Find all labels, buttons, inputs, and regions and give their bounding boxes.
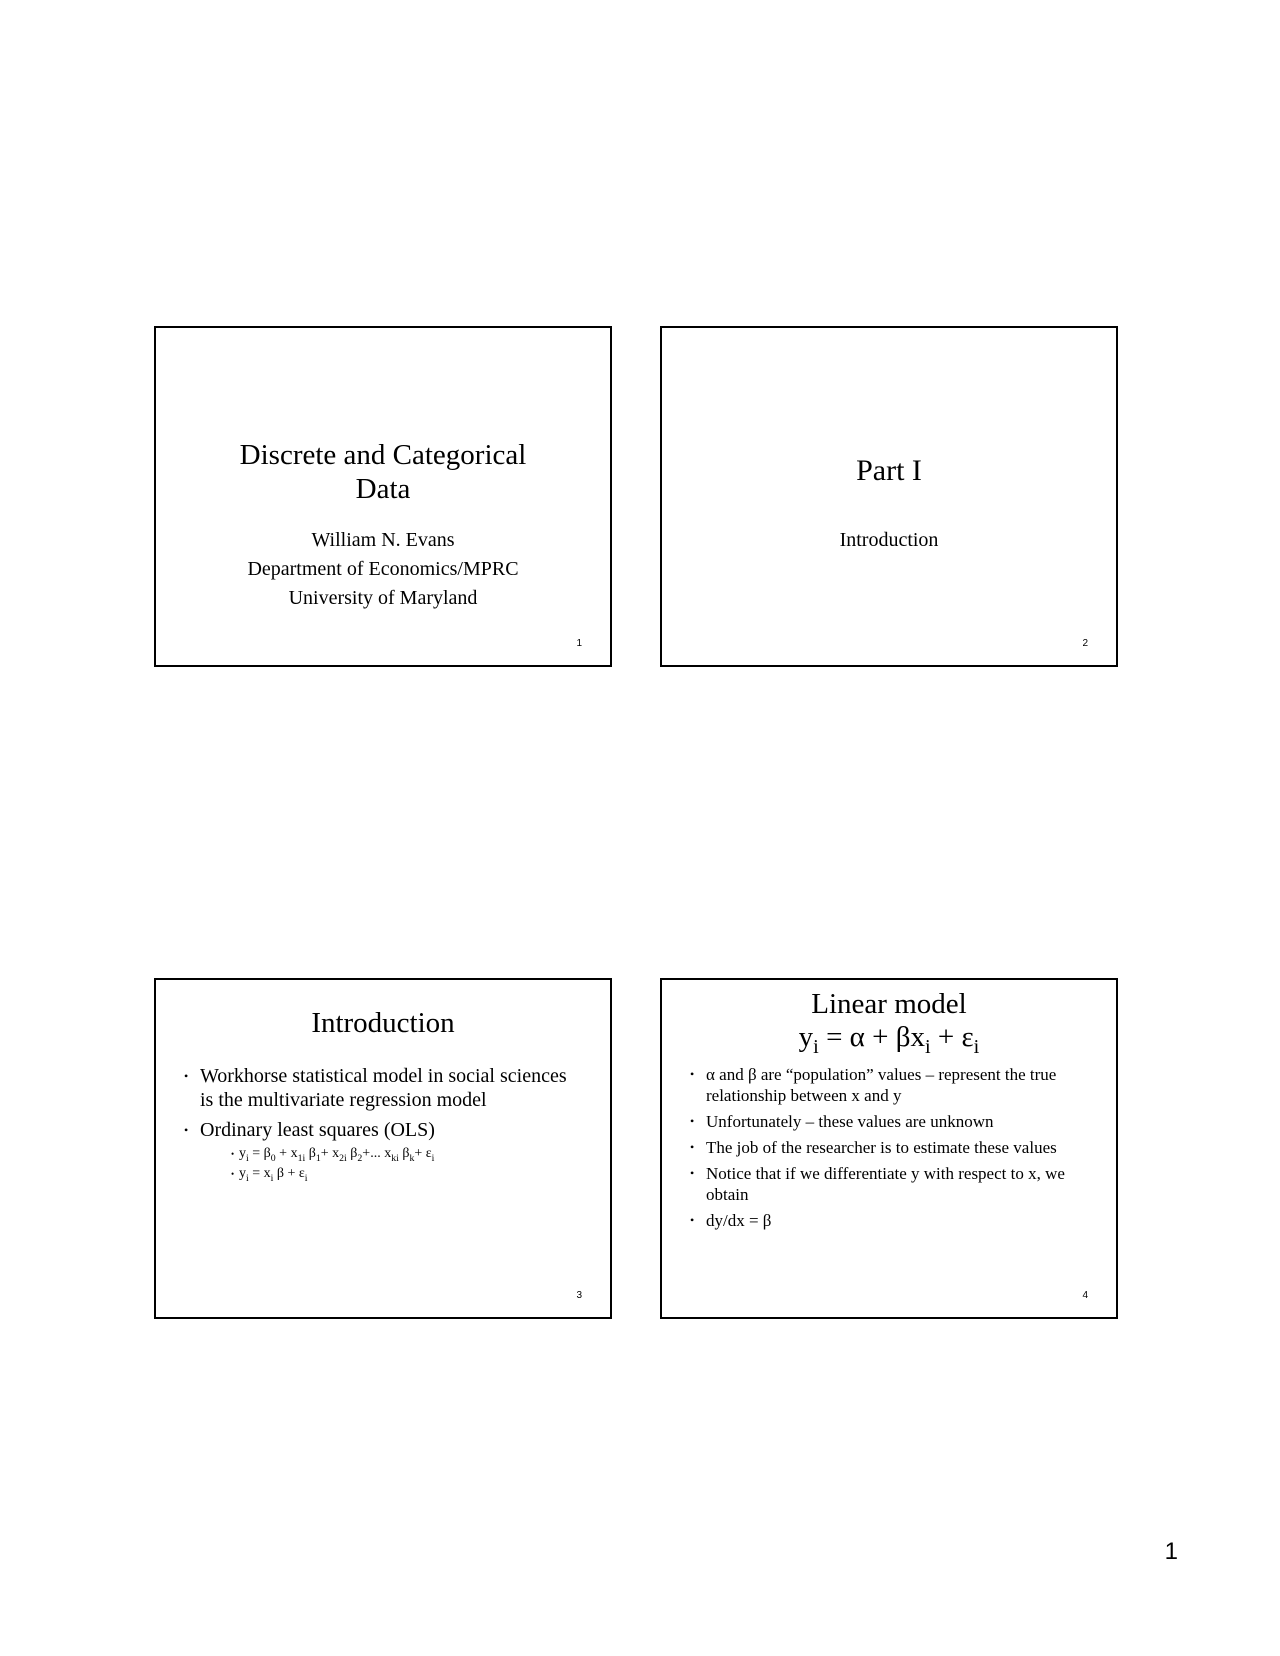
slide-3-number: 3 [576,1290,582,1301]
bullet-text: α and β are “population” values – represent the true relationship between x and y [706,1065,1057,1105]
bullet-item [184,1064,580,1112]
slide-3-body [184,1064,580,1184]
bullet-dot: • [690,1067,695,1081]
slide-1-number: 1 [576,638,582,649]
slide-1-title-line-2: Data [355,473,411,505]
bullet-text: dy/dx = β [706,1211,772,1230]
bullet-dot: • [690,1166,695,1180]
ols-equation-expanded: $y_i = \beta_0 + x_{1i}$ $\beta_1+ x_{2i}$ $\beta_2+$... $x_{ki}$ $\beta_k+ \varepsilon_i$ [239,1146,435,1164]
slide-3-title: Introduction [311,1007,455,1039]
bullet-text: Workhorse statistical model in social sciences is the multivariate regression model [200,1065,567,1111]
author-name: William N. Evans [311,529,455,551]
page-number: 1 [1164,1538,1178,1565]
slide-2-title: Part I [856,454,922,487]
slide-2 [660,326,1118,667]
bullet-text: Unfortunately – these values are unknown [706,1112,994,1131]
slide-1-subtitle [156,526,610,613]
slide-3 [154,978,612,1319]
equation-item [231,1164,580,1184]
ols-equation-matrix: $y_i = x_i$ $\beta + \varepsilon_i$ [239,1166,308,1184]
ols-equations [231,1144,580,1184]
slide-1-title-line-1: Discrete and Categorical [239,439,527,471]
slide-2-number: 2 [1082,638,1088,649]
slide-4-number: 4 [1082,1290,1088,1301]
bullet-item [690,1137,1098,1158]
bullet-dot: • [690,1114,695,1128]
slide-1-title [156,438,610,506]
bullet-text: The job of the researcher is to estimate these values [706,1138,1057,1157]
slide-4-body [690,1064,1098,1236]
slide-4-title-line-1: Linear model [811,988,967,1020]
bullet-item [690,1064,1098,1106]
bullet-dot: • [184,1069,189,1083]
bullet-dot: • [690,1213,695,1227]
bullet-text: Notice that if we differentiate y with respect to x, we obtain [706,1164,1065,1204]
bullet-item [184,1118,580,1142]
author-department: Department of Economics/MPRC [247,558,519,580]
bullet-dot: • [231,1169,235,1179]
linear-model-equation: $y_i = \alpha + \beta x_i + \varepsilon_i$ [798,1021,980,1058]
bullet-item [690,1111,1098,1132]
bullet-dot: • [690,1140,695,1154]
author-university: University of Maryland [288,587,478,609]
bullet-item [690,1210,1098,1231]
equation-item [231,1144,580,1164]
slide-1 [154,326,612,667]
bullet-dot: • [231,1149,235,1159]
bullet-item [690,1163,1098,1205]
bullet-text: Ordinary least squares (OLS) [200,1119,435,1141]
bullet-dot: • [184,1123,189,1137]
slide-4-title [662,988,1116,1058]
slide-4 [660,978,1118,1319]
slide-2-subtitle: Introduction [839,529,939,551]
